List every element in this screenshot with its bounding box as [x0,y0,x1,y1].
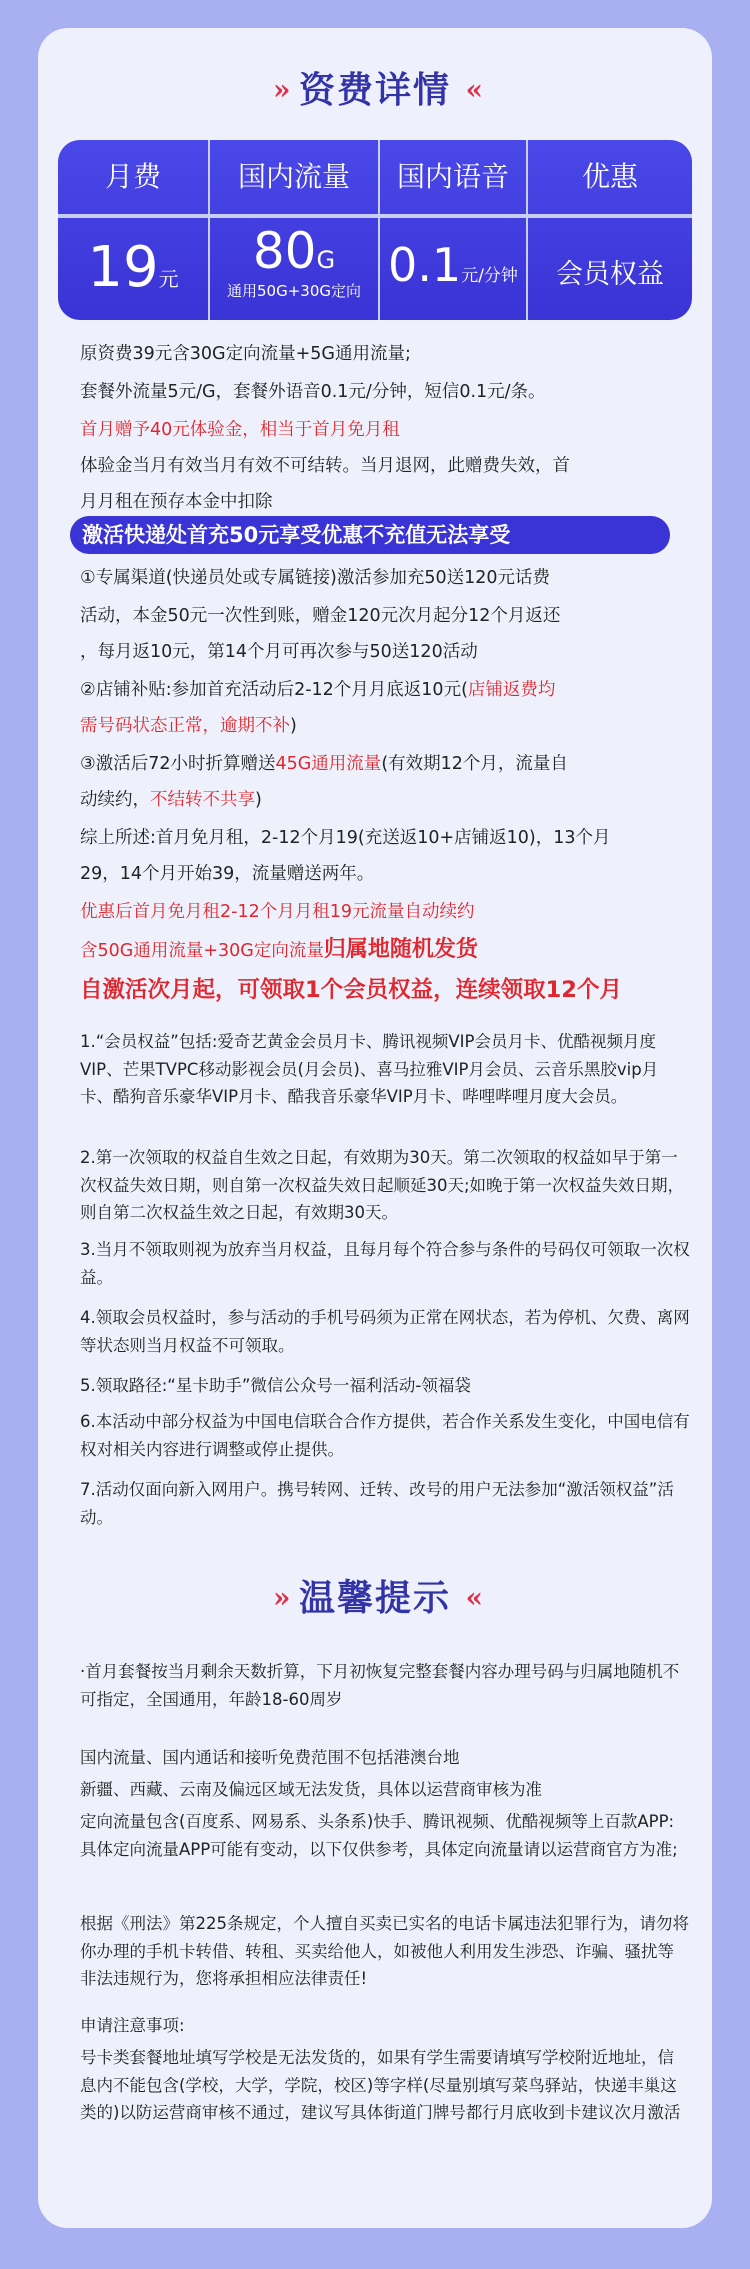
benefit-highlight: 自激活次月起，可领取1个会员权益，连续领取12个月 [80,977,622,1003]
info-line: 29，14个月开始39，流量赠送两年。 [80,864,375,884]
tip-item-warning: 申请注意事项: [80,2016,185,2035]
info-line: 需号码状态正常，逾期不补) [80,716,297,736]
rule-item: 6.本活动中部分权益为中国电信联合合作方提供，若合作关系发生变化，中国电信有权对相关内容进行调整或停止提供。 [80,1412,690,1459]
info-line: 体验金当月有效当月有效不可结转。当月退网，此赠费失效，首 [80,456,570,476]
info-line-highlight: 含50G通用流量+30G定向流量归属地随机发货 [80,937,478,962]
chevron-left-icon: « [465,1581,478,1614]
header-monthly-fee: 月费 [104,160,161,193]
info-line: 综上所述:首月免月租，2-12个月19(充送返10+店铺返10)，13个月 [80,828,611,848]
content-card [38,28,712,2228]
header-domestic-data: 国内流量 [237,160,350,193]
section-title-tips: » 温馨提示 « [272,1577,478,1619]
rule-item: 3.当月不领取则视为放弃当月权益，且每月每个符合参与条件的号码仅可领取一次权益。 [80,1240,690,1287]
section-title-fee-details: » 资费详情 « [272,69,478,111]
fee-table [58,140,692,320]
tip-item: 国内流量、国内通话和接听免费范围不包括港澳台地 [80,1748,460,1767]
data-value: 80G 通用50G+30G定向 [210,218,378,320]
chevron-right-icon: » [272,73,285,106]
chevron-left-icon: « [465,73,478,106]
info-line: ，每月返10元，第14个月可再次参与50送120活动 [80,642,478,662]
rule-item-highlight: 5.领取路径:“星卡助手”微信公众号一福利活动-领福袋 [80,1376,471,1395]
rule-item: 4.领取会员权益时，参与活动的手机号码须为正常在网状态，若为停机、欠费、离网等状态则当月权益不可领取。 [80,1308,690,1355]
tip-item: 定向流量包含(百度系、网易系、头条系)快手、腾讯视频、优酷视频等上百款APP:具体定向流量APP可能有变动，以下仅供参考，具体定向流量请以运营商官方为准; [80,1812,678,1859]
info-line: ①专属渠道(快递员处或专属链接)激活参加充50送120元话费 [80,568,551,588]
data-note: 通用50G+30G定向 [227,282,361,300]
info-line-highlight: 优惠后首月免月租2-12个月月租19元流量自动续约 [80,902,475,922]
info-line: 原资费39元含30G定向流量+5G通用流量; [80,344,411,364]
info-line: 活动，本金50元一次性到账，赠金120元次月起分12个月返还 [80,606,561,626]
monthly-fee-value: 19元 [87,235,179,300]
tip-item-warning: 号卡类套餐地址填写学校是无法发货的，如果有学生需要请填写学校附近地址，信息内不能包含(学校，大学，学院，校区)等字样(尽量别填写菜鸟驿站，快递丰巢这类的)以防运营商审核不通过，建议写具体街道门牌号都行月底收到卡建议次月激活 [80,2048,681,2122]
header-benefit: 优惠 [581,160,638,193]
info-line: ③激活后72小时折算赠送45G通用流量(有效期12个月，流量自 [80,754,568,774]
tip-item: ·首月套餐按当月剩余天数折算，下月初恢复完整套餐内容办理号码与归属地随机不可指定，全国通用，年龄18-60周岁 [80,1662,680,1709]
rule-item: 2.第一次领取的权益自生效之日起，有效期为30天。第二次领取的权益如早于第一次权益失效日期，则自第一次权益失效日起顺延30天;如晚于第一次权益失效日期，则自第二次权益生效之日起，有效期30天。 [80,1148,685,1222]
chevron-right-icon: » [272,1581,285,1614]
info-line: 套餐外流量5元/G，套餐外语音0.1元/分钟，短信0.1元/条。 [80,382,546,402]
activation-banner: 激活快递处首充50元享受优惠不充值无法享受 [70,516,670,554]
benefit-value: 会员权益 [556,259,664,290]
info-line-highlight: 首月赠予40元体验金，相当于首月免月租 [80,420,400,440]
tip-item: 新疆、西藏、云南及偏远区域无法发货，具体以运营商审核为准 [80,1780,542,1799]
rule-item: 7.活动仅面向新入网用户。携号转网、迁转、改号的用户无法参加“激活领权益”活动。 [80,1480,674,1527]
info-line: 月月租在预存本金中扣除 [80,492,273,512]
voice-value: 0.1元/分钟 [388,238,518,292]
header-domestic-voice: 国内语音 [396,160,509,193]
tip-item-warning: 根据《刑法》第225条规定，个人擅自买卖已实名的电话卡属违法犯罪行为，请勿将你办理的手机卡转借、转租、买卖给他人，如被他人利用发生涉恐、诈骗、骚扰等非法违规行为，您将承担相应法律责任! [80,1914,689,1988]
info-line: ②店铺补贴:参加首充活动后2-12个月月底返10元(店铺返费均 [80,680,556,700]
info-line: 动续约，不结转不共享) [80,790,262,810]
rule-item: 1.“会员权益”包括:爱奇艺黄金会员月卡、腾讯视频VIP会员月卡、优酷视频月度VIP、芒果TVPC移动影视会员(月会员)、喜马拉雅VIP月会员、云音乐黑胶vip月卡、酷狗音乐豪华VIP月卡、酷我音乐豪华VIP月卡、哔哩哔哩月度大会员。 [80,1032,659,1106]
